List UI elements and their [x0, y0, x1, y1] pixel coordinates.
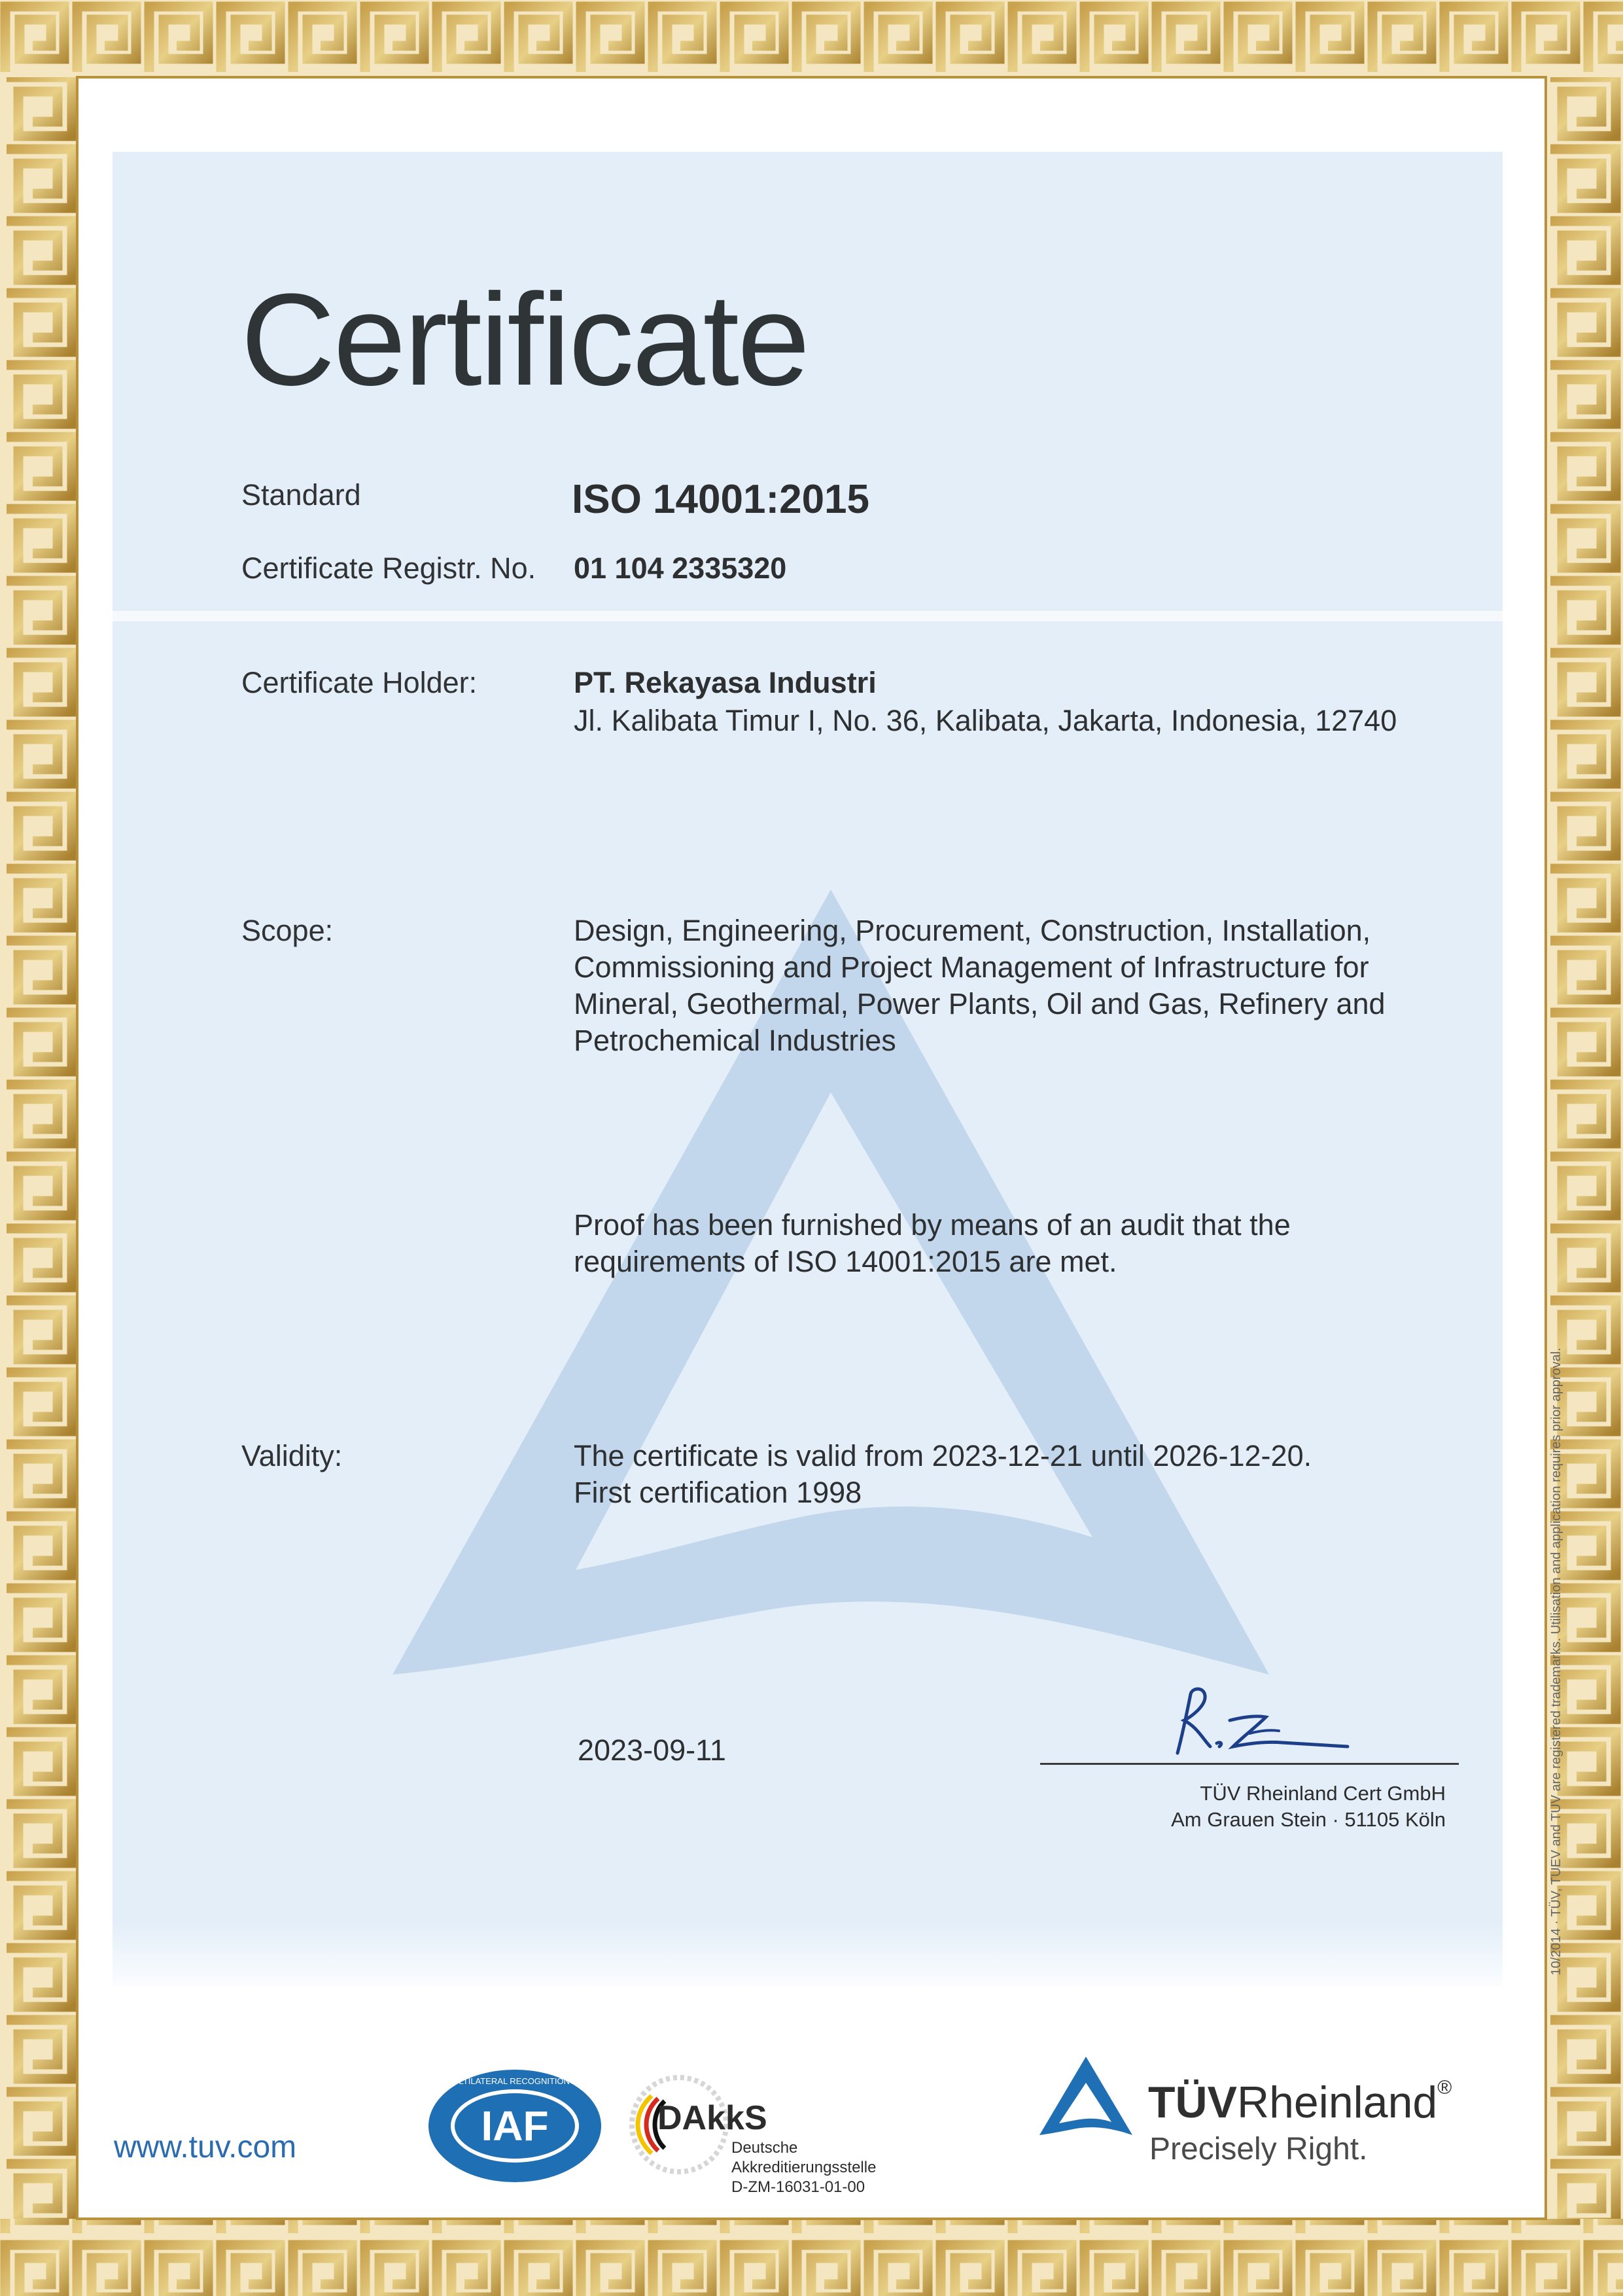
- signature-line: [1040, 1763, 1459, 1765]
- panel-bottom-fade: [113, 1921, 1503, 1987]
- brand-claim: Precisely Right.: [1149, 2132, 1368, 2166]
- holder-address: Jl. Kalibata Timur I, No. 36, Kalibata, Jakarta, Indonesia, 12740: [574, 704, 1397, 737]
- scope-line-3: Mineral, Geothermal, Power Plants, Oil and Gas, Refinery and: [574, 987, 1386, 1020]
- registered-mark: ®: [1437, 2077, 1452, 2098]
- issue-date: 2023-09-11: [578, 1733, 726, 1767]
- scope-line-2: Commissioning and Project Management of Infrastructure for: [574, 950, 1369, 984]
- scope-label: Scope:: [241, 914, 334, 947]
- iaf-abbr: IAF: [481, 2102, 549, 2149]
- first-certification: First certification 1998: [574, 1476, 862, 1509]
- certificate-title: Certificate: [241, 267, 809, 413]
- issuer-name: TÜV Rheinland Cert GmbH: [1200, 1782, 1446, 1805]
- tuv-rheinland-brand: [1148, 2077, 1452, 2128]
- standard-label: Standard: [241, 478, 361, 512]
- dakks-name: DAkkS: [657, 2099, 767, 2137]
- dakks-accreditation-number: D-ZM-16031-01-00: [731, 2178, 865, 2196]
- side-legal-text: 10/2014 · TÜV, TUEV and TUV are registered trademarks. Utilisation and application requires prior approval.: [1549, 1348, 1563, 1975]
- proof-line-2: requirements of ISO 14001:2015 are met.: [574, 1245, 1117, 1278]
- holder-name: PT. Rekayasa Industri: [574, 666, 877, 699]
- scope-line-4: Petrochemical Industries: [574, 1024, 896, 1057]
- iaf-logo: [391, 2067, 638, 2185]
- validity-label: Validity:: [241, 1439, 343, 1472]
- holder-label: Certificate Holder:: [241, 666, 478, 699]
- panel-divider: [113, 611, 1503, 621]
- proof-line-1: Proof has been furnished by means of an audit that the: [574, 1208, 1291, 1242]
- brand-rheinland: Rheinland: [1237, 2078, 1438, 2127]
- dakks-sub-2: Akkreditierungsstelle: [731, 2159, 877, 2176]
- dakks-sub-1: Deutsche: [731, 2139, 798, 2157]
- tuv-triangle-logo: [1037, 2054, 1135, 2139]
- signature: [1151, 1681, 1348, 1766]
- registration-label: Certificate Registr. No.: [241, 551, 536, 585]
- registration-number: 01 104 2335320: [574, 551, 787, 585]
- standard-value: ISO 14001:2015: [572, 477, 870, 522]
- scope-line-1: Design, Engineering, Procurement, Construction, Installation,: [574, 914, 1371, 947]
- website-link[interactable]: www.tuv.com: [114, 2130, 297, 2165]
- iaf-ring-text: MEMBER OF MULTILATERAL RECOGNITION ARRANGEMENT: [391, 2076, 638, 2086]
- issuer-address: Am Grauen Stein · 51105 Köln: [1171, 1808, 1446, 1831]
- validity-period: The certificate is valid from 2023-12-21 until 2026-12-20.: [574, 1439, 1312, 1472]
- brand-tuv: TÜV: [1148, 2078, 1237, 2127]
